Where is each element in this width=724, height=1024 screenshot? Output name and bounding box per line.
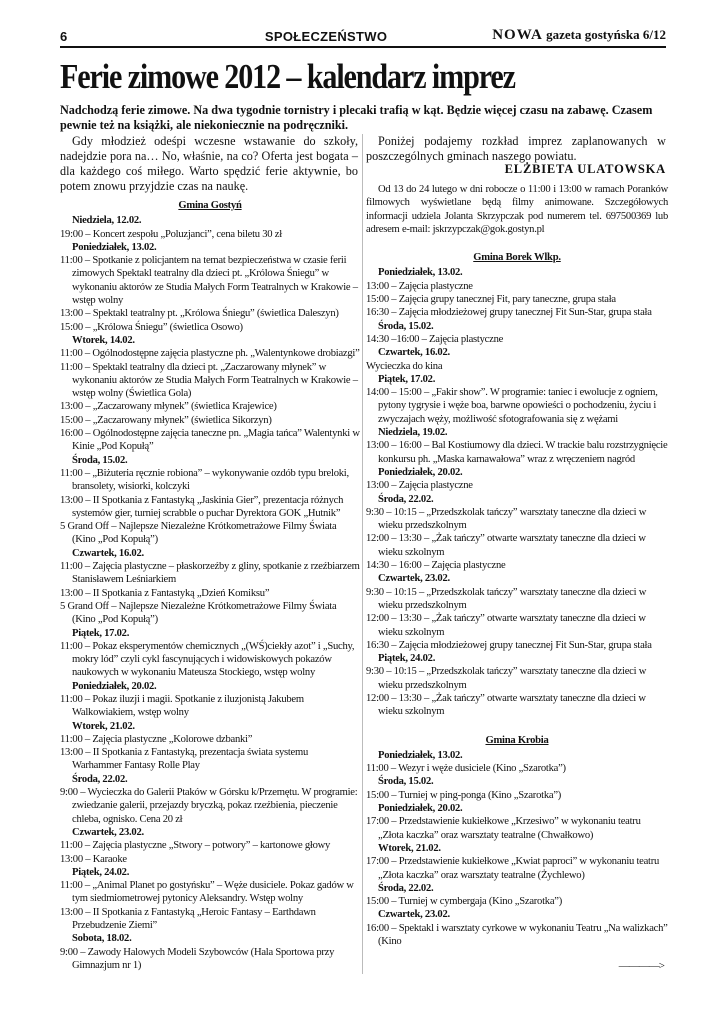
masthead-brand: NOWA: [492, 27, 543, 43]
municipality-heading: Gmina Borek Wlkp.: [473, 252, 561, 264]
event-entry: 15:00 – „Zaczarowany młynek” (świetlica Sikorzyn): [60, 414, 272, 426]
event-entry: 9:00 – Wycieczka do Galerii Ptaków w Górsku k/Przemętu. W programie: zwiedzanie galerii, przejazdy bryczką, pokaz rzeźbienia, pieczenie chleba, ognisko. Cena 20 zł: [60, 787, 358, 825]
event-day: Piątek, 24.02.: [378, 653, 436, 665]
event-entry: 17:00 – Przedstawienie kukiełkowe „Kwiat paproci” w wykonaniu teatru „Złota kaczka” oraz warsztaty teatralne (Żychlewo): [366, 856, 660, 881]
event-entry: 13:00 – II Spotkania z Fantastyką „Jaskinia Gier”, prezentacja różnych systemów gier, turniej scrabble o puchar Dyrektora GOK „Hutnik”: [60, 494, 344, 519]
event-day: Środa, 15.02.: [72, 454, 128, 466]
event-entry: 9:30 – 10:15 – „Przedszkolak tańczy” warsztaty taneczne dla dzieci w wieku przedszkolnym: [366, 666, 647, 691]
event-entry: 13:00 – II Spotkania z Fantastyką „Heroic Fantasy – Earthdawn Przebudzenie Ziemi”: [60, 906, 316, 932]
intro-paragraph-right: Poniżej podajemy rozkład imprez zaplanowanych w poszczególnych gminach naszego powiatu.: [366, 134, 666, 163]
event-entry: 17:00 – Przedstawienie kukiełkowe „Krzesiwo” w wykonaniu teatru „Złota kaczka” oraz warsztaty teatralne (Chwałkowo): [366, 816, 641, 841]
event-entry: 11:00 – Zajęcia plastyczne – płaskorzeźby z gliny, spotkanie z rzeźbiarzem Stanisławem Leśniarkiem: [60, 561, 360, 586]
event-entry: 16:00 – Ogólnodostępne zajęcia taneczne pn. „Magia tańca” Walentynki w Kinie „Pod Kopułą”: [60, 428, 360, 453]
event-day: Wtorek, 21.02.: [378, 842, 441, 854]
event-entry: 11:00 – „Animal Planet po gostyńsku” – Węże dusiciele. Pokaz gadów w tym siedmiometrowej pytonicy Aleksandry. Wstęp wolny: [60, 880, 354, 905]
event-entry: 5 Grand Off – Najlepsze Niezależne Krótkometrażowe Filmy Świata (Kino „Pod Kopułą”): [60, 521, 337, 546]
event-entry: 13:00 – 16:00 – Bal Kostiumowy dla dzieci. W trackie balu rozstrzygnięcie konkursu ph. „Maska karnawałowa” wraz z wręczeniem nagród: [366, 440, 668, 465]
event-entry: 12:00 – 13:30 – „Żak tańczy” otwarte warsztaty taneczne dla dzieci w wieku szkolnym: [366, 613, 646, 638]
event-day: Niedziela, 19.02.: [378, 427, 448, 439]
event-day: Czwartek, 16.02.: [378, 347, 450, 359]
event-entry: 13:00 – II Spotkania z Fantastyką, prezentacja świata systemu Warhammer Fantasy Rolle Play: [60, 747, 309, 772]
event-day: Środa, 22.02.: [378, 882, 434, 894]
spacer: [366, 236, 668, 248]
event-entry: 9:30 – 10:15 – „Przedszkolak tańczy” warsztaty taneczne dla dzieci w wieku przedszkolnym: [366, 586, 647, 611]
event-entry: 11:00 – Spotkanie z policjantem na temat bezpieczeństwa w czasie ferii zimowych Spektakl teatralny dla dzieci pt. „Królowa Śniegu” w wykonaniu aktorów ze Studia Małych Form Teatralnych w Krakowie – wstęp wolny: [60, 255, 358, 307]
event-day: Środa, 15.02.: [378, 776, 434, 788]
event-entry: 13:00 – Zajęcia plastyczne: [366, 480, 473, 492]
event-entry: 9:00 – Zawody Halowych Modeli Szybowców (Hala Sportowa przy Gimnazjum nr 1): [60, 946, 335, 971]
event-entry: 9:30 – 10:15 – „Przedszkolak tańczy” warsztaty taneczne dla dzieci w wieku przedszkolnym: [366, 506, 647, 532]
event-entry: 12:00 – 13:30 – „Żak tańczy” otwarte warsztaty taneczne dla dzieci w wieku szkolnym: [366, 533, 646, 558]
article-title: Ferie zimowe 2012 – kalendarz imprez: [60, 57, 515, 96]
event-day: Sobota, 18.02.: [72, 933, 132, 945]
page-number: 6: [60, 29, 68, 44]
event-entry: 15:00 – Turniej w ping-ponga (Kino „Szarotka”): [366, 789, 562, 801]
event-entry: 14:30 – 16:00 – Zajęcia plastyczne: [366, 560, 506, 572]
events-column-right: [366, 183, 668, 948]
event-entry: 11:00 – Spektakl teatralny dla dzieci pt. „Zaczarowany młynek” w wykonaniu aktorów ze Studia Małych Form Teatralnych w Krakowie – wstęp wolny (Świetlica Gola): [60, 361, 358, 400]
event-day: Poniedziałek, 13.02.: [378, 267, 463, 279]
column-divider: [362, 134, 363, 974]
spacer: [366, 719, 668, 731]
masthead: [492, 27, 666, 44]
event-day: Piątek, 17.02.: [72, 627, 130, 639]
author-signature: ELŻBIETA ULATOWSKA: [504, 162, 666, 176]
municipality-heading: Gmina Gostyń: [178, 200, 242, 211]
event-entry: 15:00 – Turniej w cymbergaja (Kino „Szarotka”): [366, 896, 563, 908]
event-entry: 15:00 – „Królowa Śniegu” (świetlica Osowo): [60, 321, 243, 333]
event-entry: 11:00 – Zajęcia plastyczne „Stwory – potwory” – kartonowe głowy: [60, 840, 331, 852]
event-entry: 11:00 – Pokaz iluzji i magii. Spotkanie z iluzjonistą Jakubem Walkowiakiem, wstęp wolny: [60, 693, 304, 719]
event-entry: 15:00 – Zajęcia grupy tanecznej Fit, pary taneczne, grupa stała: [366, 294, 616, 306]
continue-arrow: ————>: [618, 960, 664, 972]
event-entry: 12:00 – 13:30 – „Żak tańczy” otwarte warsztaty taneczne dla dzieci w wieku szkolnym: [366, 692, 646, 718]
article-lead: Nadchodzą ferie zimowe. Na dwa tygodnie tornistry i plecaki trafią w kąt. Będzie więcej czasu na zabawę. Czasem pewnie też na książki, ale niekoniecznie na podręczniki.: [60, 103, 653, 132]
event-day: Poniedziałek, 20.02.: [72, 680, 157, 692]
event-entry: 16:00 – Spektakl i warsztaty cyrkowe w wykonaniu Teatru „Na walizkach” (Kino: [366, 922, 668, 948]
municipality-heading: Gmina Krobia: [485, 734, 549, 746]
event-entry: 13:00 – Spektakl teatralny pt. „Królowa Śniegu” (świetlica Daleszyn): [60, 308, 339, 320]
event-entry: 14:00 – 15:00 – „Fakir show”. W programie: taniec i ewolucje z ogniem, pytony tygrysie i węże boa, barwne opowieści o pochodzeniu, życiu i zwyczajach węży, możliwość sfotografowania się z wężami: [366, 387, 658, 425]
event-day: Niedziela, 12.02.: [72, 215, 142, 227]
event-entry: 16:30 – Zajęcia młodzieżowej grupy tanecznej Fit Sun-Star, grupa stała: [366, 307, 652, 319]
event-entry: 13:00 – Karaoke: [60, 853, 127, 865]
event-entry: 11:00 – Ogólnodostępne zajęcia plastyczne ph. „Walentynkowe drobiazgi”: [60, 348, 360, 360]
event-day: Czwartek, 23.02.: [72, 826, 144, 838]
event-day: Czwartek, 16.02.: [72, 547, 144, 559]
event-entry: 11:00 – „Biżuteria ręcznie robiona” – wykonywanie ozdób typu breloki, bransolety, wisiorki, kolczyki: [60, 467, 349, 493]
event-entry: 11:00 – Zajęcia plastyczne „Kolorowe dzbanki”: [60, 733, 253, 745]
event-entry: 16:30 – Zajęcia młodzieżowej grupy tanecznej Fit Sun-Star, grupa stała: [366, 639, 652, 651]
info-paragraph: Od 13 do 24 lutego w dni robocze o 11:00 i 13:00 w ramach Poranków filmowych wyświetlane będą filmy animowane. Szczegółowych informacji udziela Jolanta Skrzypczak pod numerem tel. 697500369 lub adresem e-mail: jskrzypczak@gok.gostyn.pl: [366, 184, 668, 235]
event-entry: 5 Grand Off – Najlepsze Niezależne Krótkometrażowe Filmy Świata (Kino „Pod Kopułą”): [60, 600, 337, 626]
event-day: Czwartek, 23.02.: [378, 573, 450, 585]
event-day: Wtorek, 14.02.: [72, 334, 135, 346]
page-header: [60, 28, 666, 48]
section-name: SPOŁECZEŃSTWO: [264, 29, 388, 44]
event-day: Piątek, 24.02.: [72, 866, 130, 878]
event-entry: 19:00 – Koncert zespołu „Poluzjanci”, cena biletu 30 zł: [60, 228, 282, 240]
event-day: Piątek, 17.02.: [378, 373, 436, 385]
events-column-left: [60, 196, 360, 972]
event-entry: Wycieczka do kina: [366, 360, 443, 372]
event-day: Poniedziałek, 13.02.: [72, 241, 157, 253]
event-day: Środa, 22.02.: [72, 773, 128, 785]
masthead-issue: gazeta gostyńska 6/12: [546, 27, 666, 42]
event-entry: 14:30 –16:00 – Zajęcia plastyczne: [366, 333, 504, 345]
event-day: Poniedziałek, 20.02.: [378, 466, 463, 478]
intro-paragraph-left: Gdy młodzież odeśpi wczesne wstawanie do szkoły, nadejdzie pora na… No, właśnie, na co? Oferta jest bogata – dla każdego coś miłego. Warto spędzić ferie aktywnie, bo potem znowu przyjdzie czas na naukę.: [60, 134, 358, 193]
event-entry: 11:00 – Wezyr i węże dusiciele (Kino „Szarotka”): [366, 763, 566, 775]
event-day: Środa, 15.02.: [378, 320, 434, 332]
event-entry: 11:00 – Pokaz eksperymentów chemicznych „(WŚ)ciekły azot” i „Suchy, mokry lód” czyli cykl fascynujących i widowiskowych pokazów naukowych w wykonaniu Mateusza Stockiego, wstęp wolny: [60, 640, 355, 679]
event-entry: 13:00 – II Spotkania z Fantastyką „Dzień Komiksu”: [60, 587, 270, 599]
event-entry: 13:00 – „Zaczarowany młynek” (świetlica Krajewice): [60, 401, 277, 413]
event-day: Czwartek, 23.02.: [378, 909, 450, 921]
event-day: Poniedziałek, 13.02.: [378, 749, 463, 761]
event-day: Wtorek, 21.02.: [72, 720, 135, 732]
event-day: Środa, 22.02.: [378, 493, 434, 505]
event-day: Poniedziałek, 20.02.: [378, 803, 463, 815]
event-entry: 13:00 – Zajęcia plastyczne: [366, 280, 473, 292]
